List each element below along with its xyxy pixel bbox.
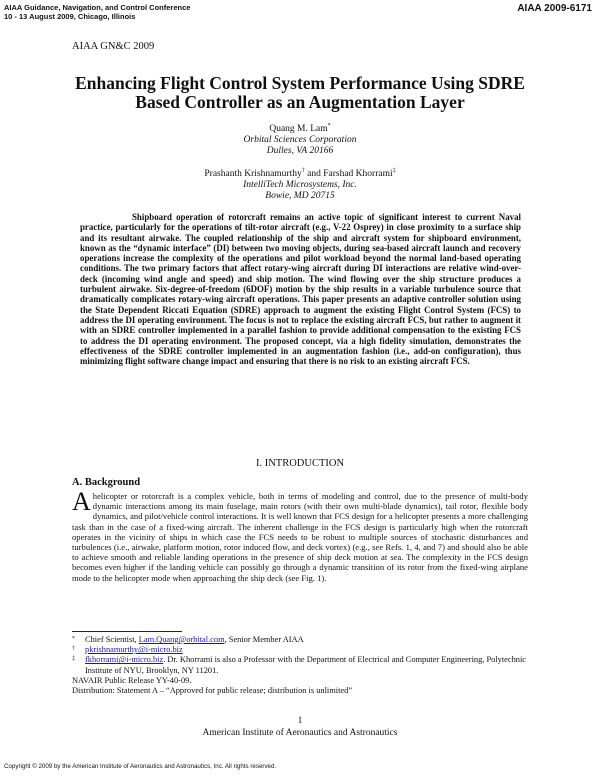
- release-note: NAVAIR Public Release YY-40-09.: [72, 675, 192, 685]
- author-1-address: Dulles, VA 20166: [266, 146, 334, 156]
- author-2-3: [100, 169, 500, 180]
- author-2-email-link[interactable]: pkrishnamurthy@i-micro.biz: [85, 645, 183, 655]
- title-line-1: Enhancing Flight Control System Performance Using SDRE: [75, 73, 525, 93]
- introduction-text: helicopter or rotorcraft is a complex vehicle, both in terms of modeling and control, due to the presence of multi-body dynamic interactions among its main fuselage, main rotors (with their own multi-blade dynamics), tail rotor, flexible body dynamics, and pilot/vehicle control interactions. It is well known that FCS design for a helicopter presents a more challenging task than in the case of a fixed-wing aircraft. The inherent challenge in the FCS design is particularly high when the rotorcraft operates in the vicinity of ships in which case the FCS needs to be robust to multiple sources of stochastic disturbances and turbulences (i.e., airwake, platform motion, rotor induced flow, and deck vortex) (e.g., see Refs. 1, 4, and 7) and should also be able to achieve smooth and reliable landing operations in the presence of ship deck motion at sea. The complexity in the FCS design becomes even higher if the landing vehicle can possibly go through a dynamic transition of its rotor from the fixed-wing airplane mode to the helicopter mode when approaching the ship deck (see Fig. 1).: [72, 491, 528, 583]
- conference-dates: 10 - 13 August 2009, Chicago, Illinois: [4, 12, 136, 21]
- footer-organization: American Institute of Aeronautics and Astronautics: [202, 728, 398, 738]
- footnote-1-mark: *: [72, 636, 75, 642]
- footnote-rule: [72, 631, 182, 632]
- author-2-address: Bowie, MD 20715: [265, 191, 335, 201]
- conference-name: AIAA Guidance, Navigation, and Control Conference: [4, 3, 191, 12]
- author-2-name: Prashanth Krishnamurthy: [204, 169, 302, 179]
- conference-banner: [4, 3, 190, 21]
- copyright-notice: Copyright © 2009 by the American Institute of Aeronautics and Astronautics, Inc. All rights reserved.: [4, 763, 277, 770]
- page-number: 1: [297, 716, 303, 726]
- author-2-affiliation: IntelliTech Microsystems, Inc.: [243, 180, 357, 190]
- footnote-1-prefix: Chief Scientist,: [85, 635, 139, 644]
- author-1-name: Quang M. Lam: [269, 124, 328, 134]
- paper-title: [40, 74, 560, 112]
- author-2-mark: †: [301, 167, 305, 174]
- footnotes: [72, 635, 532, 696]
- author-1-mark: *: [327, 122, 331, 129]
- series-label: AIAA GN&C 2009: [72, 41, 155, 52]
- subsection-heading: A. Background: [72, 477, 141, 488]
- author-1-email-link[interactable]: Lam.Quang@orbital.com: [138, 635, 225, 644]
- footnote-2: [72, 645, 532, 655]
- author-3-email-link[interactable]: fkhorrami@i-micro.biz: [85, 655, 164, 665]
- author-1: [100, 124, 500, 135]
- author-3-name: and Farshad Khorrami: [304, 169, 393, 179]
- author-3-mark: ‡: [392, 167, 396, 174]
- title-line-2: Based Controller as an Augmentation Layer: [135, 92, 465, 112]
- footnote-1: [72, 635, 532, 645]
- footnote-3-mark: ‡: [72, 656, 75, 663]
- distribution-statement: Distribution: Statement A – “Approved for public release; distribution is unlimited”: [72, 686, 353, 696]
- introduction-paragraph: [72, 487, 528, 583]
- drop-cap: A: [72, 487, 91, 516]
- paper-id: AIAA 2009-6171: [517, 3, 592, 14]
- author-1-affiliation: Orbital Sciences Corporation: [243, 135, 357, 145]
- footnote-1-suffix: , Senior Member AIAA: [224, 635, 304, 644]
- abstract: Shipboard operation of rotorcraft remains an active topic of significant interest to current Naval practice, particularly for the operations of tilt-rotor aircraft (e.g., V-22 Osprey) in close proximity to a surface ship and its resultant airwake. The coupled relationship of the ship and aircraft system for shipboard environment, known as the “dynamic interface” (DI) between two moving objects, during sea-based aircraft launch and recovery operations increase the complexity of the operations and pilot workload beyond the normal land-based operating conditions. The two primary factors that affect rotary-wing aircraft during DI interactions are relative wind-over-deck (incoming wind angle and speed) and ship motion. The wind flowing over the ship structure produces a turbulent airwake. Six-degree-of-freedom (6DOF) motion by the ship results in a variable turbulence source that dramatically complicates rotary-wing aircraft operations. This paper presents an adaptive controller solution using the State Dependent Riccati Equation (SDRE) approach to augment the existing Flight Control System (FCS) to address the DI operating environment. The focus is not to replace the existing aircraft FCS, but rather to augment it with an SDRE controller implemented in a parallel fashion to provide additional compensation to the existing FCS to address the DI operating environment. The proposed concept, via a high fidelity simulation, demonstrates the effectiveness of the SDRE controller implemented in an augmentation fashion (i.e., add-on configuration), thus minimizing flight software change impact and ensuring that there is no risk to an existing aircraft FCS.: [80, 212, 521, 367]
- author-block: [100, 124, 500, 202]
- footnote-3: [72, 655, 532, 675]
- footnote-3-suffix: . Dr. Khorrami is also a Professor with the Department of Electrical and Computer Engineering, Polytechnic Institute of NYU, Brooklyn, NY 11201.: [85, 655, 527, 675]
- footnote-2-mark: †: [72, 646, 75, 653]
- section-heading: I. INTRODUCTION: [255, 458, 345, 469]
